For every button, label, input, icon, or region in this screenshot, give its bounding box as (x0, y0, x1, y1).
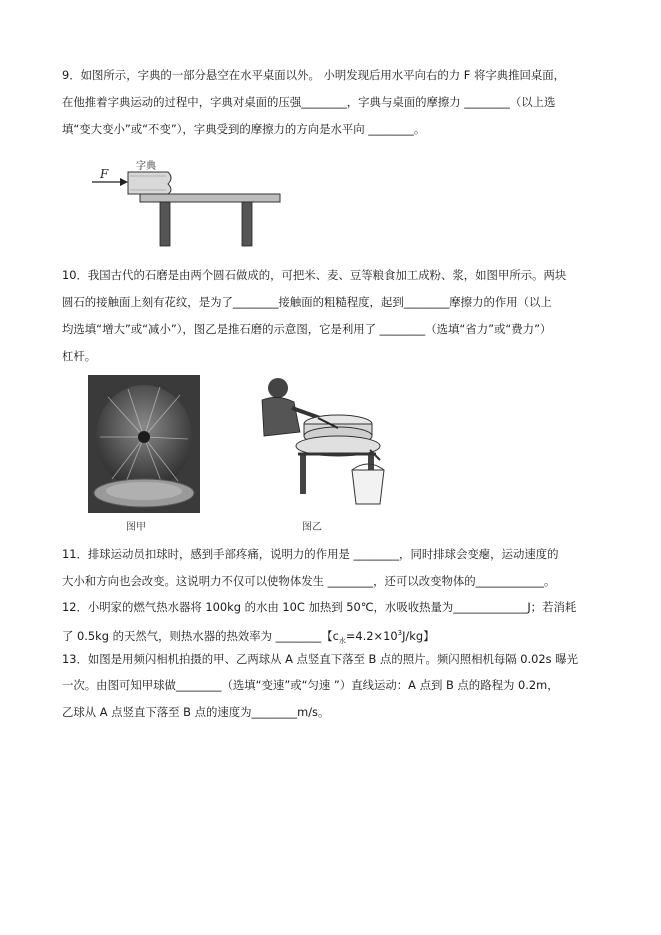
q9-line-1: 9．如图所示，字典的一部分悬空在水平桌面以外。 小明发现后用水平向右的力 F 将字典推回桌面， (62, 68, 566, 82)
q12-line-2-text: 了 0.5kg 的天然气，则热水器的热效率为 ________【c (62, 628, 339, 643)
q10-line-4: 杠杆。 (62, 349, 97, 363)
q12-line-2 (62, 625, 434, 649)
q10-line-2: 圆石的接触面上刻有花纹，是为了________接触面的粗糙程度，起到________摩擦力的作用（以上 (62, 295, 552, 309)
dictionary-on-table-figure (90, 158, 290, 250)
q13-line-3: 乙球从 A 点竖直下落至 B 点的速度为________m/s。 (62, 705, 330, 719)
q12-subscript-water: 水 (338, 637, 346, 646)
q13-line-1: 13．如图是用频闪相机拍摄的甲、乙两球从 A 点竖直下落至 B 点的照片。频闪照相机每隔 0.02s 曝光 (62, 652, 578, 666)
table-top (140, 194, 280, 202)
stone-mill-photo (88, 375, 200, 513)
q10-line-1: 10．我国古代的石磨是由两个圆石做成的，可把米、麦、豆等粮食加工成粉、浆，如图甲所示。两块 (62, 268, 567, 282)
dictionary-label: 字典 (136, 161, 156, 172)
force-arrowhead (120, 178, 128, 186)
q12-superscript: 3 (397, 629, 403, 637)
dictionary-book (128, 172, 171, 194)
figure-b-caption: 图乙 (302, 522, 322, 533)
person-pushing-mill-illustration (248, 374, 390, 514)
table-leg-left (160, 202, 170, 246)
q11-line-1: 11．排球运动员扣球时，感到手部疼痛，说明力的作用是 ________，同时排球会变瘪，运动速度的 (62, 547, 559, 561)
q9-line-3: 填“变大变小”或“不变”），字典受到的摩擦力的方向是水平向 ________。 (62, 122, 426, 136)
q12-line-2-value: =4.2×10 (345, 628, 398, 643)
q10-line-3: 均选填“增大”或“减小”），图乙是推石磨的示意图，它是利用了 ________（选填“省力”或“费力”） (62, 322, 552, 336)
q11-line-2: 大小和方向也会改变。这说明力不仅可以使物体发生 ________，还可以改变物体的____________。 (62, 574, 556, 588)
figure-a-caption: 图甲 (126, 522, 146, 533)
q9-line-2: 在他推着字典运动的过程中，字典对桌面的压强________，字典与桌面的摩擦力 ________（以上选 (62, 95, 556, 109)
table-leg-right (242, 202, 252, 246)
q13-line-2: 一次。由图可知甲球做________（选填“变速”或“匀速 ”）直线运动：A 点到 B 点的路程为 0.2m， (62, 678, 559, 692)
q12-line-1: 12．小明家的燃气热水器将 100kg 的水由 10C 加热到 50℃，水吸收热量为_____________J；若消耗 (62, 600, 577, 614)
q12-line-2-unit: J/kg】 (402, 628, 435, 643)
force-label: F (100, 167, 109, 181)
